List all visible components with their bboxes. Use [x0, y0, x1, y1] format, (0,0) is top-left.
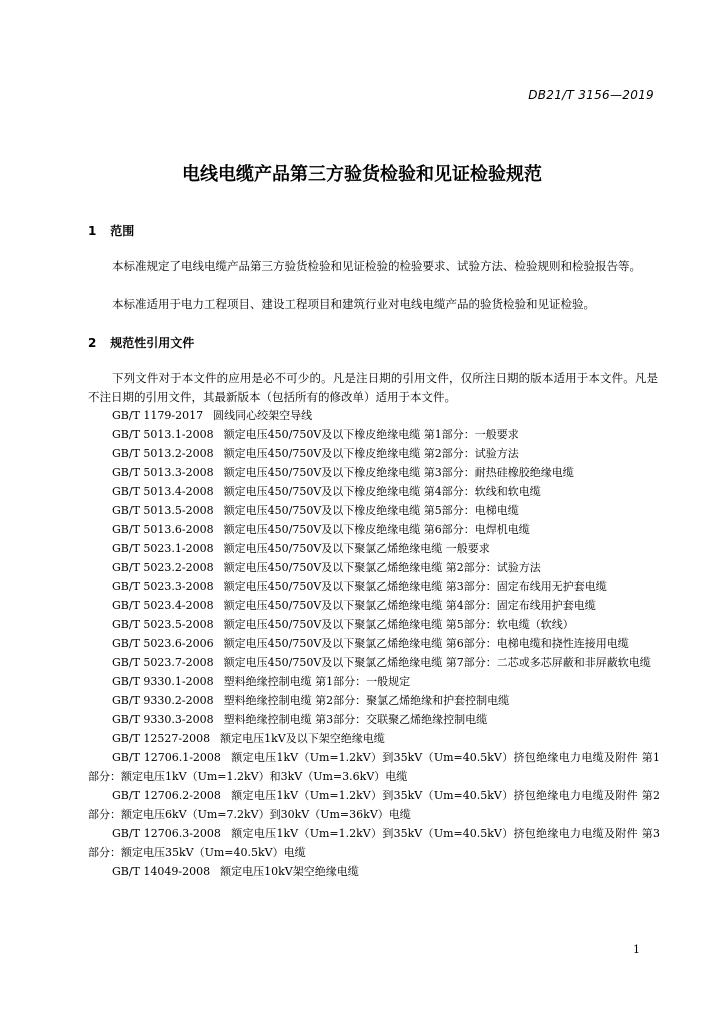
- document-title: 电线电缆产品第三方验货检验和见证检验规范: [182, 164, 542, 185]
- reference-item: [88, 672, 660, 691]
- reference-title: 额定电压450/750V及以下橡皮绝缘电缆 第1部分：一般要求: [223, 428, 519, 441]
- reference-item: [88, 577, 660, 596]
- reference-item: [88, 520, 660, 539]
- reference-title: 额定电压450/750V及以下橡皮绝缘电缆 第3部分：耐热硅橡胶绝缘电缆: [223, 466, 574, 479]
- reference-code: GB/T 9330.3-2008: [112, 713, 214, 726]
- reference-title: 额定电压1kV及以下架空绝缘电缆: [220, 732, 385, 745]
- reference-code: GB/T 5013.6-2008: [112, 523, 214, 536]
- reference-title: 额定电压450/750V及以下聚氯乙烯绝缘电缆 第2部分：试验方法: [223, 561, 541, 574]
- reference-item: [88, 615, 660, 634]
- reference-item: [88, 482, 660, 501]
- reference-item: [88, 653, 660, 672]
- reference-code: GB/T 14049-2008: [112, 865, 211, 878]
- reference-list: [88, 406, 660, 881]
- standard-code: DB21/T 3156—2019: [528, 88, 654, 102]
- reference-item: [88, 463, 660, 482]
- reference-code: GB/T 5013.3-2008: [112, 466, 214, 479]
- reference-item: [88, 691, 660, 710]
- reference-title: 额定电压1kV（Um=1.2kV）到35kV（Um=40.5kV）挤包绝缘电力电缆及附件 第1部分：额定电压1kV（Um=1.2kV）和3kV（Um=3.6kV）电缆: [88, 751, 661, 783]
- reference-title: 额定电压10kV架空绝缘电缆: [220, 865, 359, 878]
- section-title: 规范性引用文件: [110, 336, 195, 350]
- reference-code: GB/T 9330.2-2008: [112, 694, 214, 707]
- section-number: 1: [88, 224, 97, 238]
- reference-title: 额定电压450/750V及以下聚氯乙烯绝缘电缆 第3部分：固定布线用无护套电缆: [223, 580, 607, 593]
- section-title: 范围: [110, 224, 135, 238]
- section-number: 2: [88, 336, 97, 350]
- reference-code: GB/T 1179-2017: [112, 409, 204, 422]
- section-1-paragraph-2: 本标准适用于电力工程项目、建设工程项目和建筑行业对电线电缆产品的验货检验和见证检验。: [112, 297, 595, 311]
- reference-item: [88, 729, 660, 748]
- reference-item: [88, 710, 660, 729]
- reference-title: 额定电压1kV（Um=1.2kV）到35kV（Um=40.5kV）挤包绝缘电力电缆及附件 第3部分：额定电压35kV（Um=40.5kV）电缆: [88, 827, 661, 859]
- section-2-heading: [88, 334, 194, 351]
- reference-item: [88, 786, 660, 824]
- reference-item: [88, 406, 660, 425]
- reference-item: [88, 425, 660, 444]
- reference-title: 额定电压450/750V及以下聚氯乙烯绝缘电缆 第4部分：固定布线用护套电缆: [223, 599, 596, 612]
- reference-title: 额定电压450/750V及以下聚氯乙烯绝缘电缆 第6部分：电梯电缆和挠性连接用电缆: [223, 637, 629, 650]
- reference-item: [88, 596, 660, 615]
- reference-title: 额定电压450/750V及以下橡皮绝缘电缆 第4部分：软线和软电缆: [223, 485, 541, 498]
- reference-title: 圆线同心绞架空导线: [213, 409, 313, 422]
- reference-code: GB/T 5023.2-2008: [112, 561, 214, 574]
- reference-code: GB/T 5013.5-2008: [112, 504, 214, 517]
- reference-title: 额定电压450/750V及以下橡皮绝缘电缆 第5部分：电梯电缆: [223, 504, 519, 517]
- reference-title: 塑料绝缘控制电缆 第3部分：交联聚乙烯绝缘控制电缆: [223, 713, 488, 726]
- reference-code: GB/T 12706.2-2008: [112, 789, 221, 802]
- reference-item: [88, 634, 660, 653]
- page-number: 1: [633, 943, 640, 956]
- reference-code: GB/T 5023.7-2008: [112, 656, 214, 669]
- reference-code: GB/T 12706.1-2008: [112, 751, 221, 764]
- reference-title: 额定电压450/750V及以下橡皮绝缘电缆 第6部分：电焊机电缆: [223, 523, 530, 536]
- reference-title: 塑料绝缘控制电缆 第2部分：聚氯乙烯绝缘和护套控制电缆: [223, 694, 510, 707]
- reference-title: 额定电压450/750V及以下聚氯乙烯绝缘电缆 第7部分：二芯或多芯屏蔽和非屏蔽软电缆: [223, 656, 651, 669]
- reference-code: GB/T 5023.6-2006: [112, 637, 214, 650]
- reference-item: [88, 558, 660, 577]
- reference-title: 额定电压450/750V及以下聚氯乙烯绝缘电缆 第5部分：软电缆（软线）: [223, 618, 574, 631]
- section-1-heading: [88, 222, 134, 239]
- reference-code: GB/T 9330.1-2008: [112, 675, 214, 688]
- reference-item: [88, 501, 660, 520]
- reference-code: GB/T 5023.1-2008: [112, 542, 214, 555]
- reference-code: GB/T 5023.4-2008: [112, 599, 214, 612]
- reference-item: [88, 539, 660, 558]
- reference-title: 塑料绝缘控制电缆 第1部分：一般规定: [223, 675, 411, 688]
- reference-code: GB/T 5013.2-2008: [112, 447, 214, 460]
- reference-code: GB/T 12706.3-2008: [112, 827, 221, 840]
- reference-code: GB/T 12527-2008: [112, 732, 211, 745]
- reference-code: GB/T 5013.1-2008: [112, 428, 214, 441]
- reference-title: 额定电压450/750V及以下橡皮绝缘电缆 第2部分：试验方法: [223, 447, 519, 460]
- section-1-paragraph-1: 本标准规定了电线电缆产品第三方验货检验和见证检验的检验要求、试验方法、检验规则和检验报告等。: [112, 259, 641, 273]
- reference-item: [88, 748, 660, 786]
- section-2-paragraph-1: 下列文件对于本文件的应用是必不可少的。凡是注日期的引用文件，仅所注日期的版本适用于本文件。凡是不注日期的引用文件，其最新版本（包括所有的修改单）适用于本文件。: [88, 371, 658, 404]
- reference-title: 额定电压1kV（Um=1.2kV）到35kV（Um=40.5kV）挤包绝缘电力电缆及附件 第2部分：额定电压6kV（Um=7.2kV）到30kV（Um=36kV）电缆: [88, 789, 661, 821]
- reference-code: GB/T 5013.4-2008: [112, 485, 214, 498]
- reference-item: [88, 862, 660, 881]
- reference-code: GB/T 5023.5-2008: [112, 618, 214, 631]
- reference-item: [88, 444, 660, 463]
- reference-item: [88, 824, 660, 862]
- reference-code: GB/T 5023.3-2008: [112, 580, 214, 593]
- reference-title: 额定电压450/750V及以下聚氯乙烯绝缘电缆 一般要求: [223, 542, 490, 555]
